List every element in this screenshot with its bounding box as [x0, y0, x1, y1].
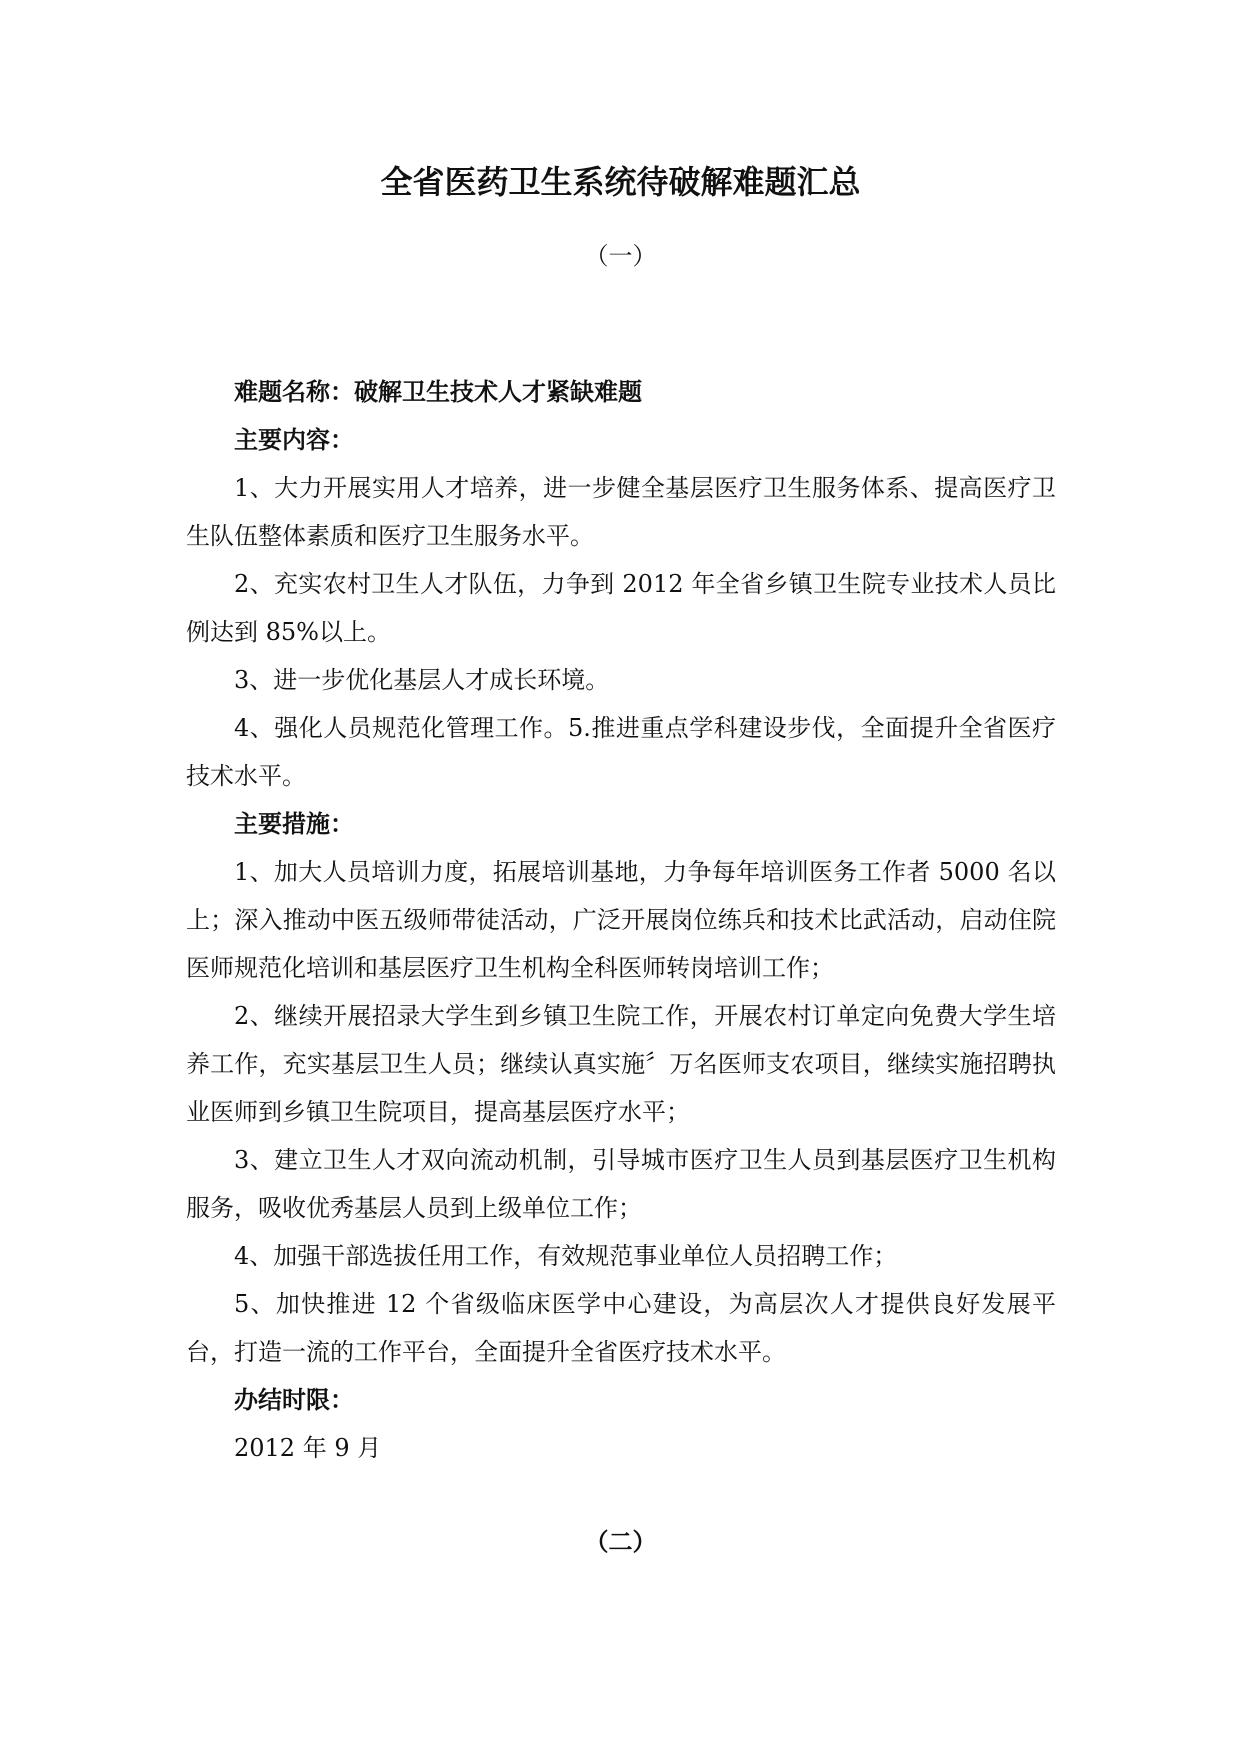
section-number-two: （二）	[584, 1527, 657, 1556]
main-content-item-1: 1、大力开展实用人才培养，进一步健全基层医疗卫生服务体系、提高医疗卫生队伍整体素质和医疗卫生服务水平。	[186, 474, 1056, 550]
measures-heading: 主要措施：	[234, 809, 354, 838]
measure-item-2: 2、继续开展招录大学生到乡镇卫生院工作，开展农村订单定向免费大学生培养工作，充实基层卫生人员；继续认真实施〞万名医师支农项目，继续实施招聘执业医师到乡镇卫生院项目，提高基层医疗水平；	[186, 1002, 1056, 1126]
document-body	[186, 368, 1056, 1472]
deadline-value: 2012 年 9 月	[234, 1434, 382, 1462]
measure-item-5: 5、加快推进 12 个省级临床医学中心建设，为高层次人才提供良好发展平台，打造一流的工作平台，全面提升全省医疗技术水平。	[186, 1290, 1056, 1366]
measure-item-3: 3、建立卫生人才双向流动机制，引导城市医疗卫生人员到基层医疗卫生机构服务，吸收优秀基层人员到上级单位工作；	[186, 1146, 1056, 1222]
measure-item-1: 1、加大人员培训力度，拓展培训基地，力争每年培训医务工作者 5000 名以上；深入推动中医五级师带徒活动，广泛开展岗位练兵和技术比武活动，启动住院医师规范化培训和基层医疗卫生机构全科医师转岗培训工作；	[186, 858, 1056, 982]
main-content-item-2: 2、充实农村卫生人才队伍，力争到 2012 年全省乡镇卫生院专业技术人员比例达到 85%以上。	[186, 570, 1056, 646]
main-content-item-4: 4、强化人员规范化管理工作。5.推进重点学科建设步伐，全面提升全省医疗技术水平。	[186, 714, 1056, 790]
main-content-item-3: 3、进一步优化基层人才成长环境。	[234, 666, 610, 694]
main-content-heading: 主要内容：	[234, 425, 354, 454]
document-title: 全省医药卫生系统待破解难题汇总	[380, 163, 861, 201]
deadline-heading: 办结时限：	[234, 1385, 354, 1414]
problem-name: 难题名称：破解卫生技术人才紧缺难题	[234, 377, 642, 406]
section-number-one: （一）	[584, 242, 657, 270]
measure-item-4: 4、加强干部选拔任用工作，有效规范事业单位人员招聘工作；	[234, 1242, 898, 1270]
